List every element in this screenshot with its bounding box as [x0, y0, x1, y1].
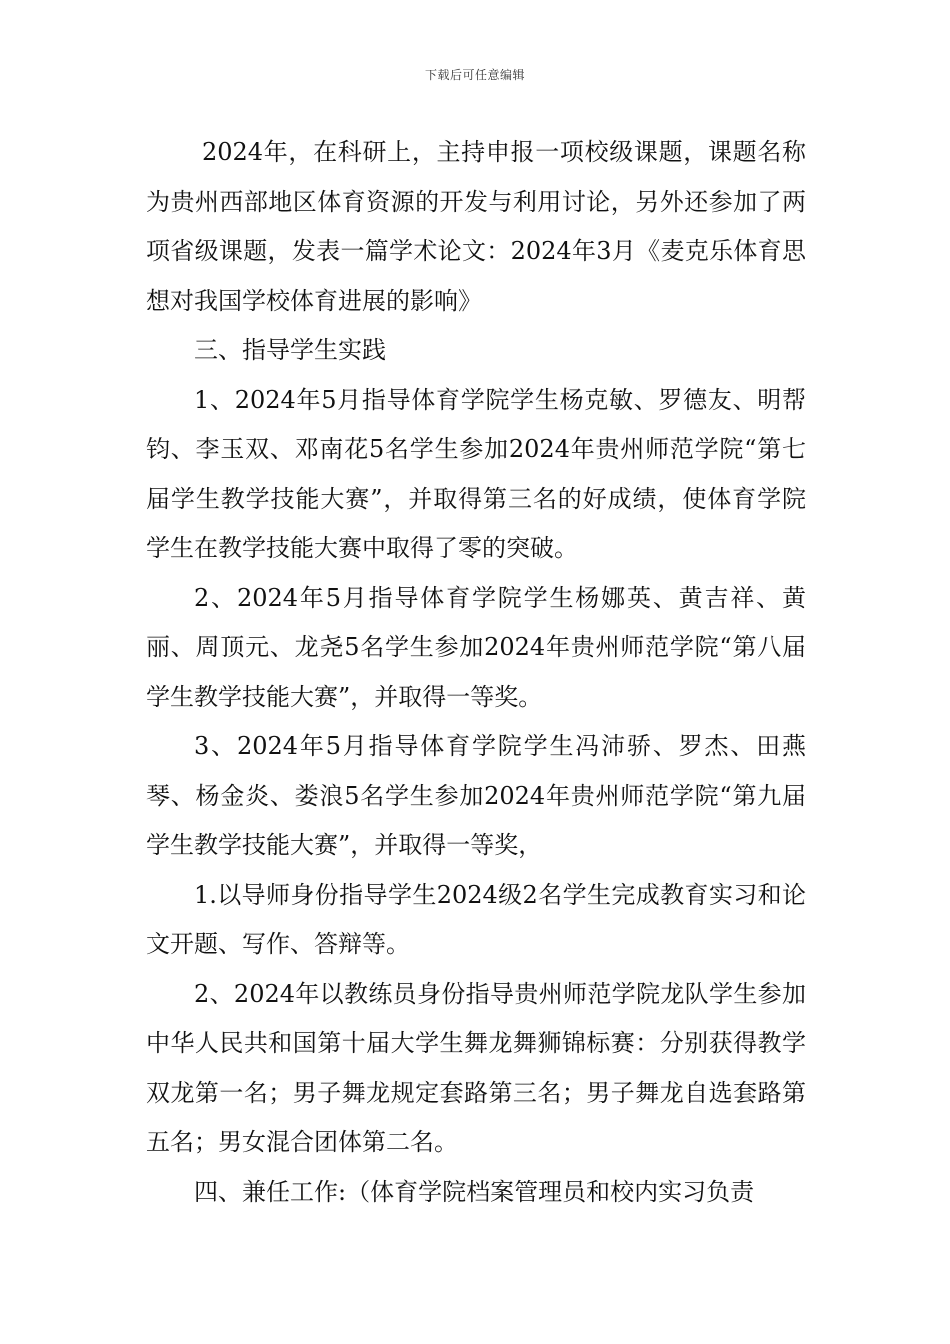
- page-header: 下载后可任意编辑: [424, 68, 525, 82]
- paragraph-coach: 2、2024年以教练员身份指导贵州师范学院龙队学生参加中华人民共和国第十届大学生舞龙舞狮锦标赛：分别获得教学双龙第一名；男子舞龙规定套路第三名；男子舞龙自选套路第五名；男女混合团体第二名。: [146, 979, 806, 1156]
- paragraph-research: 2024年，在科研上，主持申报一项校级课题，课题名称为贵州西部地区体育资源的开发与利用讨论，另外还参加了两项省级课题，发表一篇学术论文：2024年3月《麦克乐体育思想对我国学校体育进展的影响》: [146, 138, 806, 315]
- paragraph-item-1: 1、2024年5月指导体育学院学生杨克敏、罗德友、明帮钧、李玉双、邓南花5名学生参加2024年贵州师范学院“第七届学生教学技能大赛”，并取得第三名的好成绩，使体育学院学生在教学技能大赛中取得了零的突破。: [146, 385, 806, 562]
- paragraph-item-2: 2、2024年5月指导体育学院学生杨娜英、黄吉祥、黄丽、周顶元、龙尧5名学生参加2024年贵州师范学院“第八届学生教学技能大赛”，并取得一等奖。: [146, 583, 806, 711]
- document-body: [146, 128, 806, 1217]
- paragraph-item-3: 3、2024年5月指导体育学院学生冯沛骄、罗杰、田燕琴、杨金炎、娄浪5名学生参加2024年贵州师范学院“第九届学生教学技能大赛”，并取得一等奖，: [146, 732, 806, 859]
- section-heading-student-practice: 三、指导学生实践: [194, 336, 386, 364]
- section-heading-concurrent-work: 四、兼任工作:（体育学院档案管理员和校内实习负责: [194, 1177, 755, 1206]
- paragraph-mentor: 1.以导师身份指导学生2024级2名学生完成教育实习和论文开题、写作、答辩等。: [146, 880, 806, 958]
